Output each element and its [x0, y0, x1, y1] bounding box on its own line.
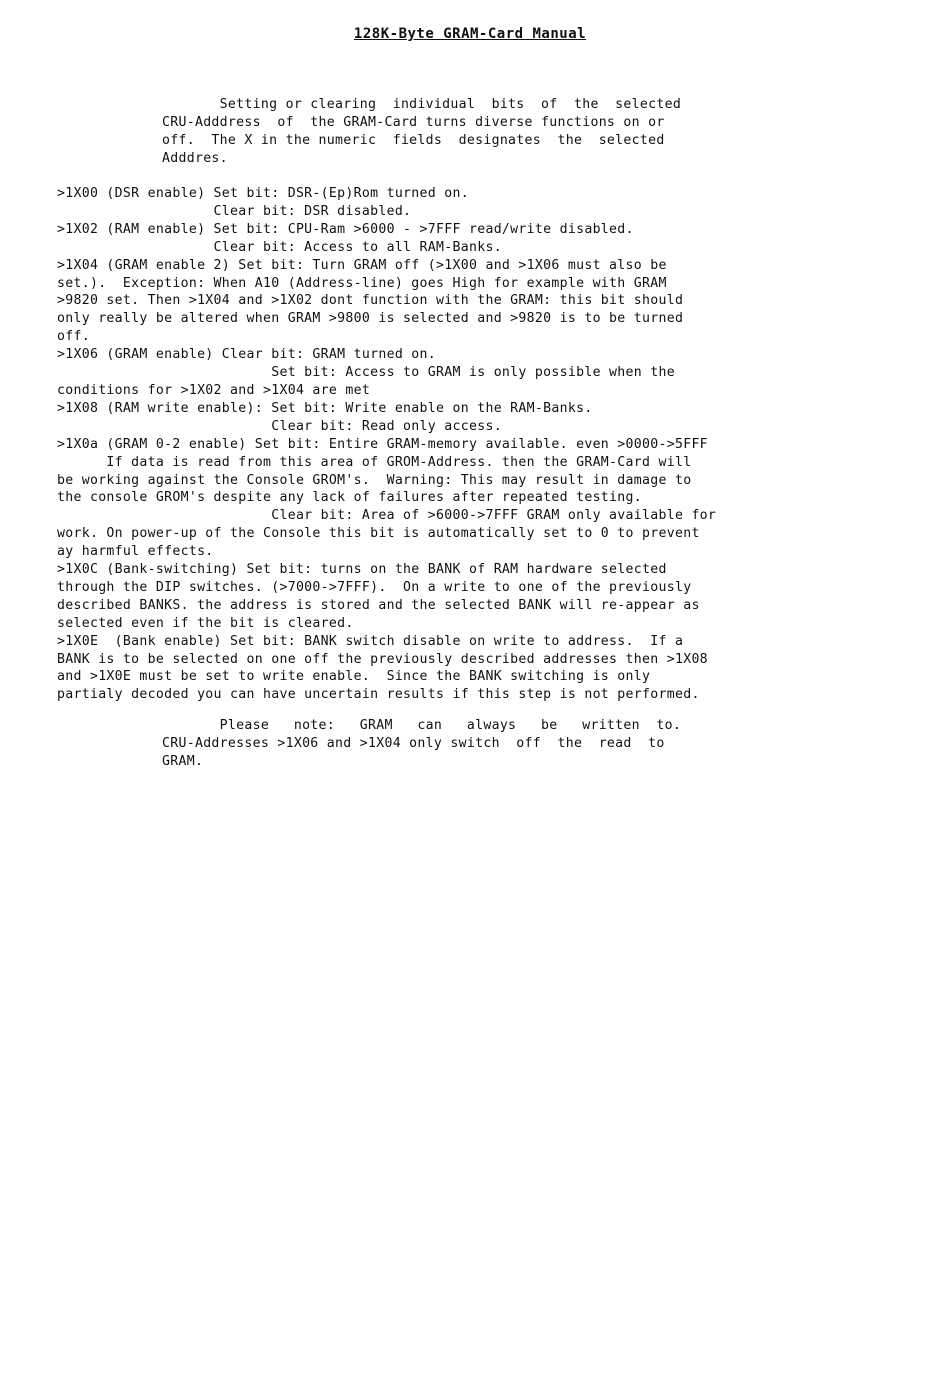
intro-paragraph: Setting or clearing individual bits of the selected CRU-Adddress of the GRAM-Card turns diverse functions on or off. The X in the numeric fields designates the selected Adddres.	[162, 97, 682, 166]
cru-bit-descriptions: >1X00 (DSR enable) Set bit: DSR-(Ep)Rom turned on. Clear bit: DSR disabled. >1X02 (RAM enable) Set bit: CPU-Ram >6000 - >7FFF read/write disabled. Clear bit: Access to all RAM-Banks. >1X04 (GRAM enable 2) Set bit: Turn GRAM off (>1X00 and >1X06 must also be set.). Exception: When A10 (Address-line) goes High for example with GRAM >9820 set. Then >1X04 and >1X02 dont function with the GRAM: this bit should only really be altered when GRAM >9800 is selected and >9820 is to be turned off. >1X06 (GRAM enable) Clear bit: GRAM turned on. Set bit: Access to GRAM is only possible when the conditions for >1X02 and >1X04 are met >1X08 (RAM write enable): Set bit: Write enable on the RAM-Banks. Clear bit: Read only access. >1X0a (GRAM 0-2 enable) Set bit: Entire GRAM-memory available. even >0000->5FFF If data is read from this area of GROM-Address. then the GRAM-Card will be working against the Console GROM's. Warning: This may result in damage to the console GROM's despite any lack of failures after repeated testing. Clear bit: Area of >6000->7FFF GRAM only available for work. On power-up of the Console this bit is automatically set to 0 to prevent ay harmful effects. >1X0C (Bank-switching) Set bit: turns on the BANK of RAM hardware selected through the DIP switches. (>7000->7FFF). On a write to one of the previously described BANKS. the address is stored and the selected BANK will re-appear as selected even if the bit is cleared. >1X0E (Bank enable) Set bit: BANK switch disable on write to address. If a BANK is to be selected on one off the previously described addresses then >1X08 and >1X0E must be set to write enable. Since the BANK switching is only partialy decoded you can have uncertain results if this step is not performed.	[57, 186, 717, 703]
page-title: 128K-Byte GRAM-Card Manual	[353, 26, 587, 42]
note-paragraph: Please note: GRAM can always be written to. CRU-Addresses >1X06 and >1X04 only switch off the read to GRAM.	[162, 718, 682, 769]
